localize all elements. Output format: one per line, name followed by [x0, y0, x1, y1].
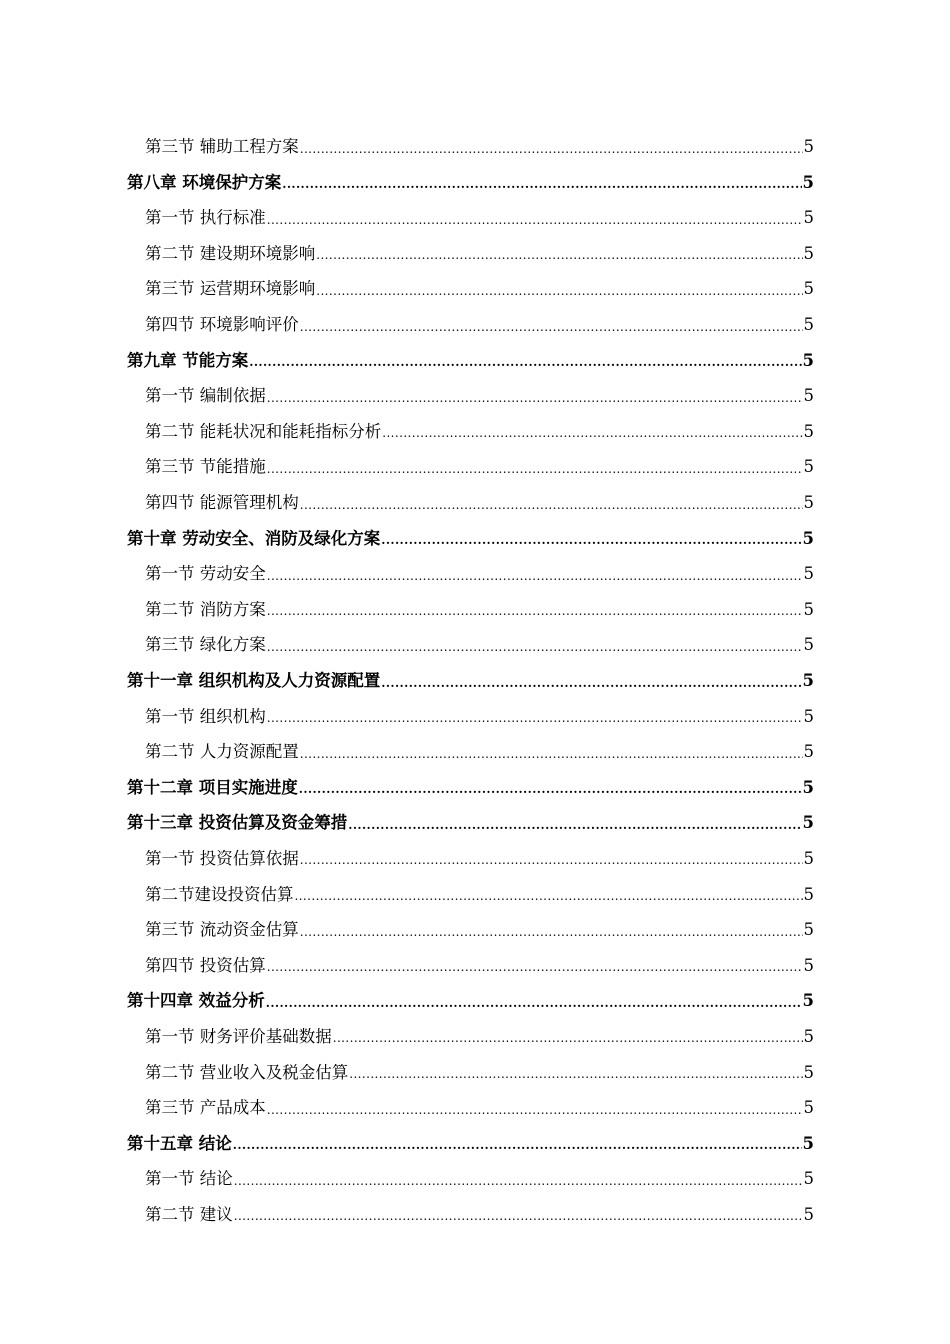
toc-page-number: 5	[803, 1098, 814, 1118]
toc-section-entry[interactable]	[127, 903, 814, 939]
toc-page-number: 5	[803, 848, 814, 868]
toc-chapter-entry[interactable]	[127, 156, 814, 192]
toc-section-entry[interactable]	[127, 867, 814, 903]
toc-page-number: 5	[803, 955, 814, 975]
toc-dot-leader	[234, 1210, 803, 1222]
toc-entry-title: 第一节 组织机构	[145, 706, 266, 726]
toc-entry-title: 第一节 财务评价基础数据	[145, 1026, 332, 1046]
toc-page-number: 5	[803, 421, 814, 441]
toc-dot-leader	[267, 463, 803, 475]
toc-page-number: 5	[802, 528, 814, 548]
toc-dot-leader	[267, 392, 803, 404]
toc-dot-leader	[267, 214, 803, 226]
toc-entry-title: 第一节 投资估算依据	[145, 848, 299, 868]
toc-entry-title: 第四节 投资估算	[145, 955, 266, 975]
toc-entry-title: 第九章 节能方案	[127, 350, 249, 370]
toc-dot-leader	[267, 570, 803, 582]
toc-entry-title: 第一节 编制依据	[145, 386, 266, 406]
toc-entry-title: 第二节建设投资估算	[145, 884, 294, 904]
toc-page-number: 5	[803, 279, 814, 299]
toc-section-entry[interactable]	[127, 298, 814, 334]
toc-section-entry[interactable]	[127, 227, 814, 263]
toc-section-entry[interactable]	[127, 405, 814, 441]
toc-dot-leader	[300, 143, 803, 155]
toc-page-number: 5	[803, 493, 814, 513]
toc-entry-title: 第十四章 效益分析	[127, 991, 265, 1011]
toc-dot-leader	[267, 605, 803, 617]
toc-page-number: 5	[802, 350, 814, 370]
toc-entry-title: 第十五章 结论	[127, 1133, 232, 1153]
toc-entry-title: 第二节 消防方案	[145, 599, 266, 619]
toc-section-entry[interactable]	[127, 832, 814, 868]
toc-entry-title: 第一节 执行标准	[145, 208, 266, 228]
toc-entry-title: 第二节 营业收入及税金估算	[145, 1062, 349, 1082]
toc-section-entry[interactable]	[127, 690, 814, 726]
toc-entry-title: 第八章 环境保护方案	[127, 172, 282, 192]
toc-page-number: 5	[803, 920, 814, 940]
toc-entry-title: 第二节 能耗状况和能耗指标分析	[145, 421, 382, 441]
toc-dot-leader	[233, 1139, 802, 1151]
toc-section-entry[interactable]	[127, 725, 814, 761]
toc-page-number: 5	[803, 599, 814, 619]
toc-dot-leader	[267, 1104, 803, 1116]
toc-section-entry[interactable]	[127, 939, 814, 975]
toc-dot-leader	[316, 285, 802, 297]
toc-dot-leader	[333, 1032, 803, 1044]
toc-section-entry[interactable]	[127, 1152, 814, 1188]
toc-entry-title: 第三节 运营期环境影响	[145, 279, 316, 299]
toc-entry-title: 第二节 建设期环境影响	[145, 243, 316, 263]
toc-chapter-entry[interactable]	[127, 654, 814, 690]
toc-section-entry[interactable]	[127, 1045, 814, 1081]
toc-entry-title: 第三节 辅助工程方案	[145, 137, 299, 157]
toc-section-entry[interactable]	[127, 1081, 814, 1117]
toc-page-number: 5	[803, 1026, 814, 1046]
toc-chapter-entry[interactable]	[127, 1117, 814, 1153]
toc-page-number: 5	[802, 777, 814, 797]
toc-section-entry[interactable]	[127, 369, 814, 405]
toc-dot-leader	[267, 641, 803, 653]
toc-dot-leader	[348, 819, 801, 831]
toc-dot-leader	[300, 748, 803, 760]
toc-section-entry[interactable]	[127, 1188, 814, 1224]
toc-dot-leader	[299, 783, 802, 795]
toc-page-number: 5	[803, 1169, 814, 1189]
toc-entry-title: 第三节 产品成本	[145, 1098, 266, 1118]
toc-entry-title: 第四节 能源管理机构	[145, 493, 299, 513]
toc-entry-title: 第十章 劳动安全、消防及绿化方案	[127, 528, 381, 548]
toc-dot-leader	[249, 356, 801, 368]
table-of-contents	[127, 120, 814, 1223]
toc-dot-leader	[316, 249, 802, 261]
toc-entry-title: 第十三章 投资估算及资金筹措	[127, 813, 348, 833]
toc-dot-leader	[381, 677, 801, 689]
toc-dot-leader	[381, 534, 801, 546]
toc-section-entry[interactable]	[127, 440, 814, 476]
toc-dot-leader	[300, 854, 803, 866]
toc-dot-leader	[300, 321, 803, 333]
toc-page-number: 5	[802, 991, 814, 1011]
toc-page-number: 5	[802, 813, 814, 833]
toc-section-entry[interactable]	[127, 476, 814, 512]
toc-page-number: 5	[803, 208, 814, 228]
toc-section-entry[interactable]	[127, 547, 814, 583]
toc-entry-title: 第二节 人力资源配置	[145, 742, 299, 762]
toc-dot-leader	[349, 1068, 802, 1080]
toc-chapter-entry[interactable]	[127, 974, 814, 1010]
toc-page-number: 5	[803, 884, 814, 904]
toc-section-entry[interactable]	[127, 1010, 814, 1046]
toc-dot-leader	[300, 926, 803, 938]
toc-page-number: 5	[803, 564, 814, 584]
toc-dot-leader	[282, 178, 801, 190]
toc-page-number: 5	[802, 172, 814, 192]
toc-page-number: 5	[803, 386, 814, 406]
toc-page-number: 5	[802, 671, 814, 690]
toc-section-entry[interactable]	[127, 262, 814, 298]
toc-entry-title: 第三节 流动资金估算	[145, 920, 299, 940]
toc-page-number: 5	[803, 1062, 814, 1082]
toc-page-number: 5	[803, 706, 814, 726]
toc-dot-leader	[295, 890, 803, 902]
toc-dot-leader	[300, 499, 803, 511]
toc-section-entry[interactable]	[127, 583, 814, 619]
toc-chapter-entry[interactable]	[127, 334, 814, 370]
toc-entry-title: 第三节 节能措施	[145, 457, 266, 477]
toc-dot-leader	[267, 712, 803, 724]
toc-dot-leader	[267, 961, 803, 973]
toc-entry-title: 第二节 建议	[145, 1204, 233, 1224]
toc-dot-leader	[382, 427, 802, 439]
toc-entry-title: 第一节 结论	[145, 1169, 233, 1189]
toc-section-entry[interactable]	[127, 120, 814, 156]
toc-entry-title: 第四节 环境影响评价	[145, 315, 299, 335]
toc-chapter-entry[interactable]	[127, 761, 814, 797]
toc-page-number: 5	[803, 137, 814, 157]
toc-chapter-entry[interactable]	[127, 796, 814, 832]
toc-page-number: 5	[803, 1204, 814, 1224]
toc-dot-leader	[266, 997, 802, 1009]
toc-entry-title: 第十一章 组织机构及人力资源配置	[127, 671, 381, 690]
toc-section-entry[interactable]	[127, 618, 814, 654]
toc-entry-title: 第十二章 项目实施进度	[127, 777, 298, 797]
toc-page-number: 5	[802, 1133, 814, 1153]
toc-entry-title: 第三节 绿化方案	[145, 635, 266, 655]
toc-entry-title: 第一节 劳动安全	[145, 564, 266, 584]
toc-dot-leader	[234, 1175, 803, 1187]
toc-page-number: 5	[803, 457, 814, 477]
toc-section-entry[interactable]	[127, 191, 814, 227]
toc-page-number: 5	[803, 635, 814, 655]
toc-chapter-entry[interactable]	[127, 512, 814, 548]
toc-page-number: 5	[803, 243, 814, 263]
toc-page-number: 5	[803, 742, 814, 762]
toc-page-number: 5	[803, 315, 814, 335]
